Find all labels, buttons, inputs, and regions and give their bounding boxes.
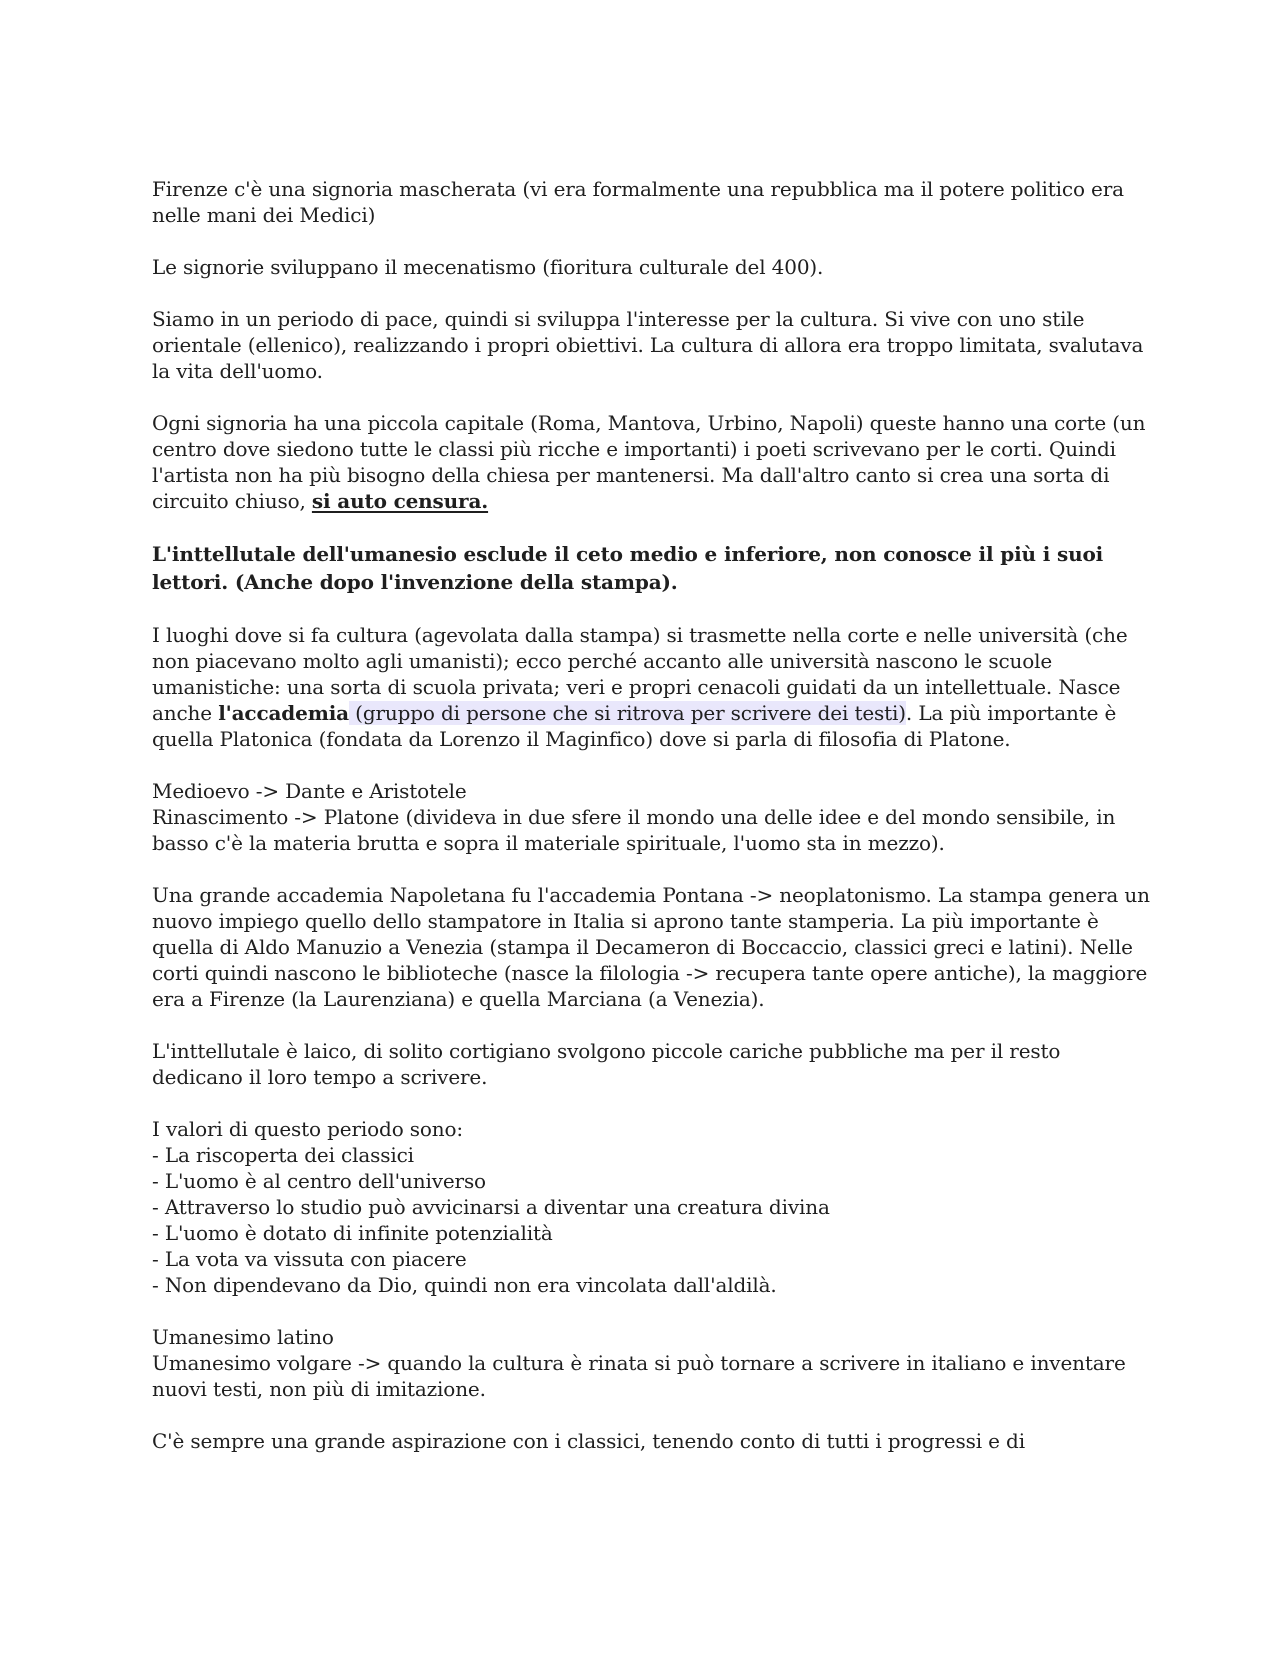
paragraph-signorie: Le signorie sviluppano il mecenatismo (fioritura culturale del 400). xyxy=(152,255,824,279)
paragraph-intellettuale-bold: L'inttellutale dell'umanesio esclude il ceto medio e inferiore, non conosce il più i suoi lettori. (Anche dopo l'invenzione della stampa). xyxy=(152,542,1104,594)
paragraph-platonica-text: . La più importante è quella Platonica (fondata da Lorenzo il Maginfico) dove si parla di filosofia di Platone. xyxy=(152,701,1117,751)
paragraph-umanesimo xyxy=(152,1324,1152,1402)
accademia-term: l'accademia xyxy=(218,701,349,725)
umanesimo-latino-line: Umanesimo latino xyxy=(152,1325,334,1349)
paragraph-pace: Siamo in un periodo di pace, quindi si sviluppa l'interesse per la cultura. Si vive con uno stile orientale (ellenico), realizzando i propri obiettivi. La cultura di allora era troppo limitata, svalutava la vita dell'uomo. xyxy=(152,307,1144,383)
paragraph-luoghi-text: I luoghi dove si fa cultura (agevolata dalla stampa) si trasmette nella corte e nelle università (che non piacevano molto agli umanisti); ecco perché accanto alle università nascono le scuole umanistiche: una sorta di scuola privata; veri e propri cenacoli guidati da un intellettuale. Nasce anche xyxy=(152,623,1128,725)
paragraph-firenze: Firenze c'è una signoria mascherata (vi era formalmente una repubblica ma il potere politico era nelle mani dei Medici) xyxy=(152,177,1124,227)
paragraph-accademia-pontana: Una grande accademia Napoletana fu l'accademia Pontana -> neoplatonismo. La stampa genera un nuovo impiego quello dello stampatore in Italia si aprono tante stamperia. La più importante è quella di Aldo Manuzio a Venezia (stampa il Decameron di Boccaccio, classici greci e latini). Nelle corti quindi nascono le biblioteche (nasce la filologia -> recupera tante opere antiche), la maggiore era a Firenze (la Laurenziana) e quella Marciana (a Venezia). xyxy=(152,883,1150,1011)
auto-censura-emphasis: si auto censura. xyxy=(311,489,489,513)
paragraph-capitale xyxy=(152,410,1152,514)
list-item: - L'uomo è al centro dell'universo xyxy=(152,1169,486,1193)
rinascimento-line: Rinascimento -> Platone (divideva in due sfere il mondo una delle idee e del mondo sensibile, in basso c'è la materia brutta e sopra il materiale spirituale, l'uomo sta in mezzo). xyxy=(152,805,1116,855)
paragraph-luoghi-cultura xyxy=(152,622,1152,752)
medioevo-line: Medioevo -> Dante e Aristotele xyxy=(152,779,467,803)
paragraph-capitale-text: Ogni signoria ha una piccola capitale (Roma, Mantova, Urbino, Napoli) queste hanno una corte (un centro dove siedono tutte le classi più ricche e importanti) i poeti scrivevano per le corti. Quindi l'artista non ha più bisogno della chiesa per mantenersi. Ma dall'altro canto si crea una sorta di circuito chiuso, xyxy=(152,411,1146,513)
list-item: - L'uomo è dotato di infinite potenzialità xyxy=(152,1221,553,1245)
document-page xyxy=(152,176,1152,1480)
paragraph-intellettuale-laico: L'inttellutale è laico, di solito cortigiano svolgono piccole cariche pubbliche ma per il resto dedicano il loro tempo a scrivere. xyxy=(152,1039,1061,1089)
paragraph-valori xyxy=(152,1116,1152,1298)
list-item: - La riscoperta dei classici xyxy=(152,1143,414,1167)
paragraph-aspirazione: C'è sempre una grande aspirazione con i classici, tenendo conto di tutti i progressi e di xyxy=(152,1429,1025,1453)
accademia-definition-highlight: (gruppo di persone che si ritrova per scrivere dei testi) xyxy=(348,701,906,725)
list-item: - Non dipendevano da Dio, quindi non era vincolata dall'aldilà. xyxy=(152,1273,777,1297)
list-item: - Attraverso lo studio può avvicinarsi a diventar una creatura divina xyxy=(152,1195,830,1219)
paragraph-medioevo-rinascimento xyxy=(152,778,1152,856)
umanesimo-volgare-line: Umanesimo volgare -> quando la cultura è rinata si può tornare a scrivere in italiano e inventare nuovi testi, non più di imitazione. xyxy=(152,1351,1126,1401)
valori-intro: I valori di questo periodo sono: xyxy=(152,1117,464,1141)
list-item: - La vota va vissuta con piacere xyxy=(152,1247,467,1271)
